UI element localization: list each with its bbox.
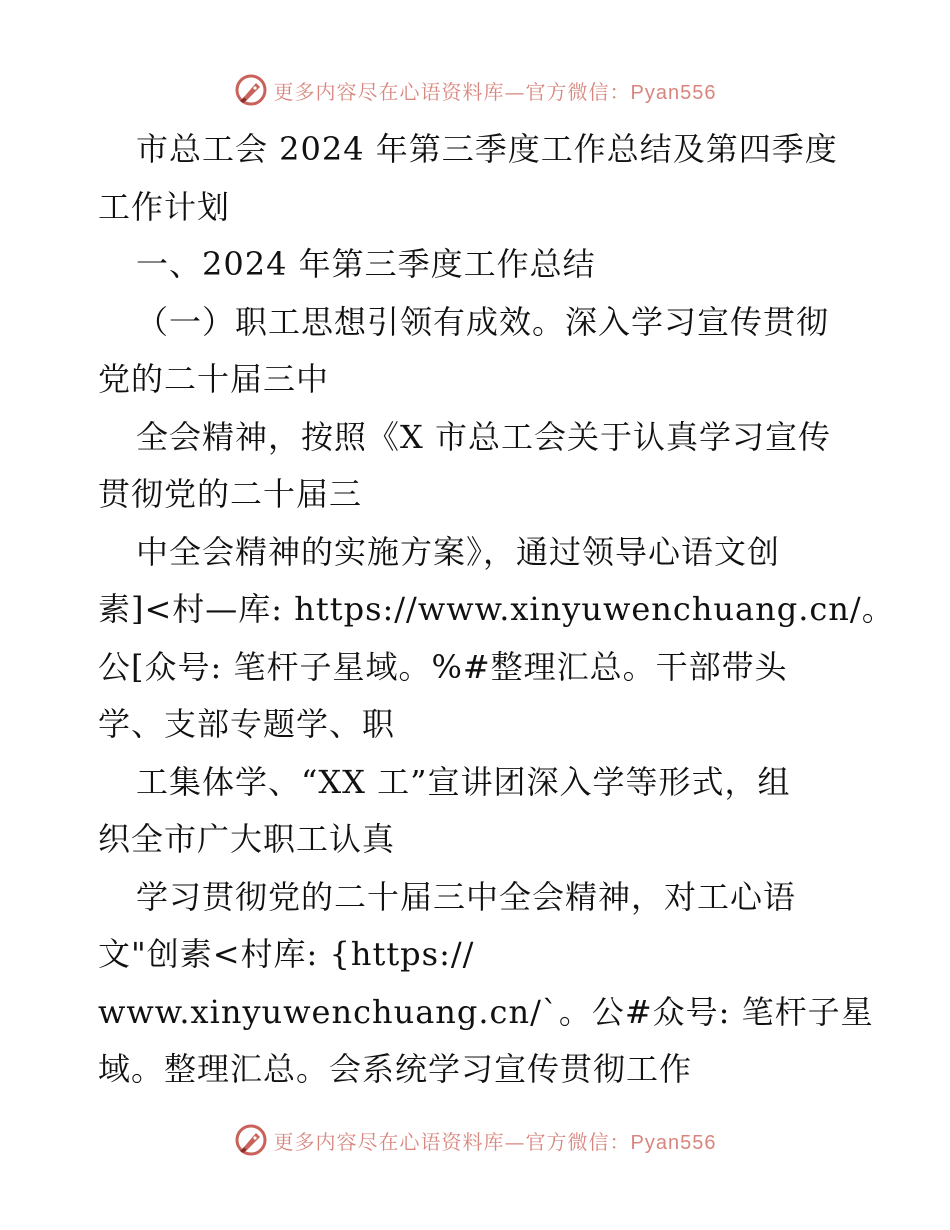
document-line: 中全会精神的实施方案》，通过领导心语文创 <box>136 532 781 571</box>
banner-wechat-id: Pyan556 <box>630 1131 717 1154</box>
document-line: 域。整理汇总。会系统学习宣传贯彻工作 <box>98 1050 693 1088</box>
banner-separator: — <box>504 79 526 104</box>
header-banner <box>0 70 950 110</box>
footer-banner <box>0 1120 950 1160</box>
document-line: www.xinyuwenchuang.cn/`。公#众号: 笔杆子星 <box>98 992 874 1031</box>
document-line: 工集体学、“XX 工”宣讲团深入学等形式，组 <box>136 762 791 801</box>
banner-site-name: 更多内容尽在心语资料库 <box>273 1129 505 1154</box>
banner-wechat-label: 官方微信： <box>525 1129 631 1154</box>
pen-nib-logo-icon <box>234 73 268 107</box>
document-line: 文"创素<村库: {https:// <box>98 935 475 973</box>
document-line: 素]<村—库: https://www.xinyuwenchuang.cn/。 <box>98 590 895 628</box>
document-line: 织全市广大职工认真 <box>98 820 396 858</box>
banner-inner <box>234 73 717 107</box>
banner-inner <box>234 1123 717 1157</box>
document-line: （一）职工思想引领有成效。深入学习宣传贯彻 <box>136 302 830 341</box>
banner-site-name: 更多内容尽在心语资料库 <box>273 79 505 104</box>
banner-text <box>274 1126 717 1155</box>
document-line: 市总工会 2024 年第三季度工作总结及第四季度 <box>136 130 838 168</box>
document-body <box>98 121 895 1099</box>
document-line: 一、2024 年第三季度工作总结 <box>136 245 596 283</box>
banner-wechat-label: 官方微信： <box>525 79 631 104</box>
pen-nib-logo-icon <box>234 1123 268 1157</box>
document-line: 学习贯彻党的二十届三中全会精神，对工心语 <box>136 877 797 916</box>
document-line: 公[众号: 笔杆子星域。%#整理汇总。干部带头 <box>98 647 788 686</box>
document-line: 贯彻党的二十届三 <box>98 475 363 513</box>
banner-separator: — <box>504 1129 526 1154</box>
document-line: 党的二十届三中 <box>98 360 330 398</box>
document-line: 工作计划 <box>98 187 231 226</box>
banner-text <box>274 76 717 105</box>
document-line: 学、支部专题学、职 <box>98 705 396 743</box>
document-line: 全会精神，按照《X 市总工会关于认真学习宣传 <box>136 417 831 456</box>
banner-wechat-id: Pyan556 <box>630 81 717 104</box>
